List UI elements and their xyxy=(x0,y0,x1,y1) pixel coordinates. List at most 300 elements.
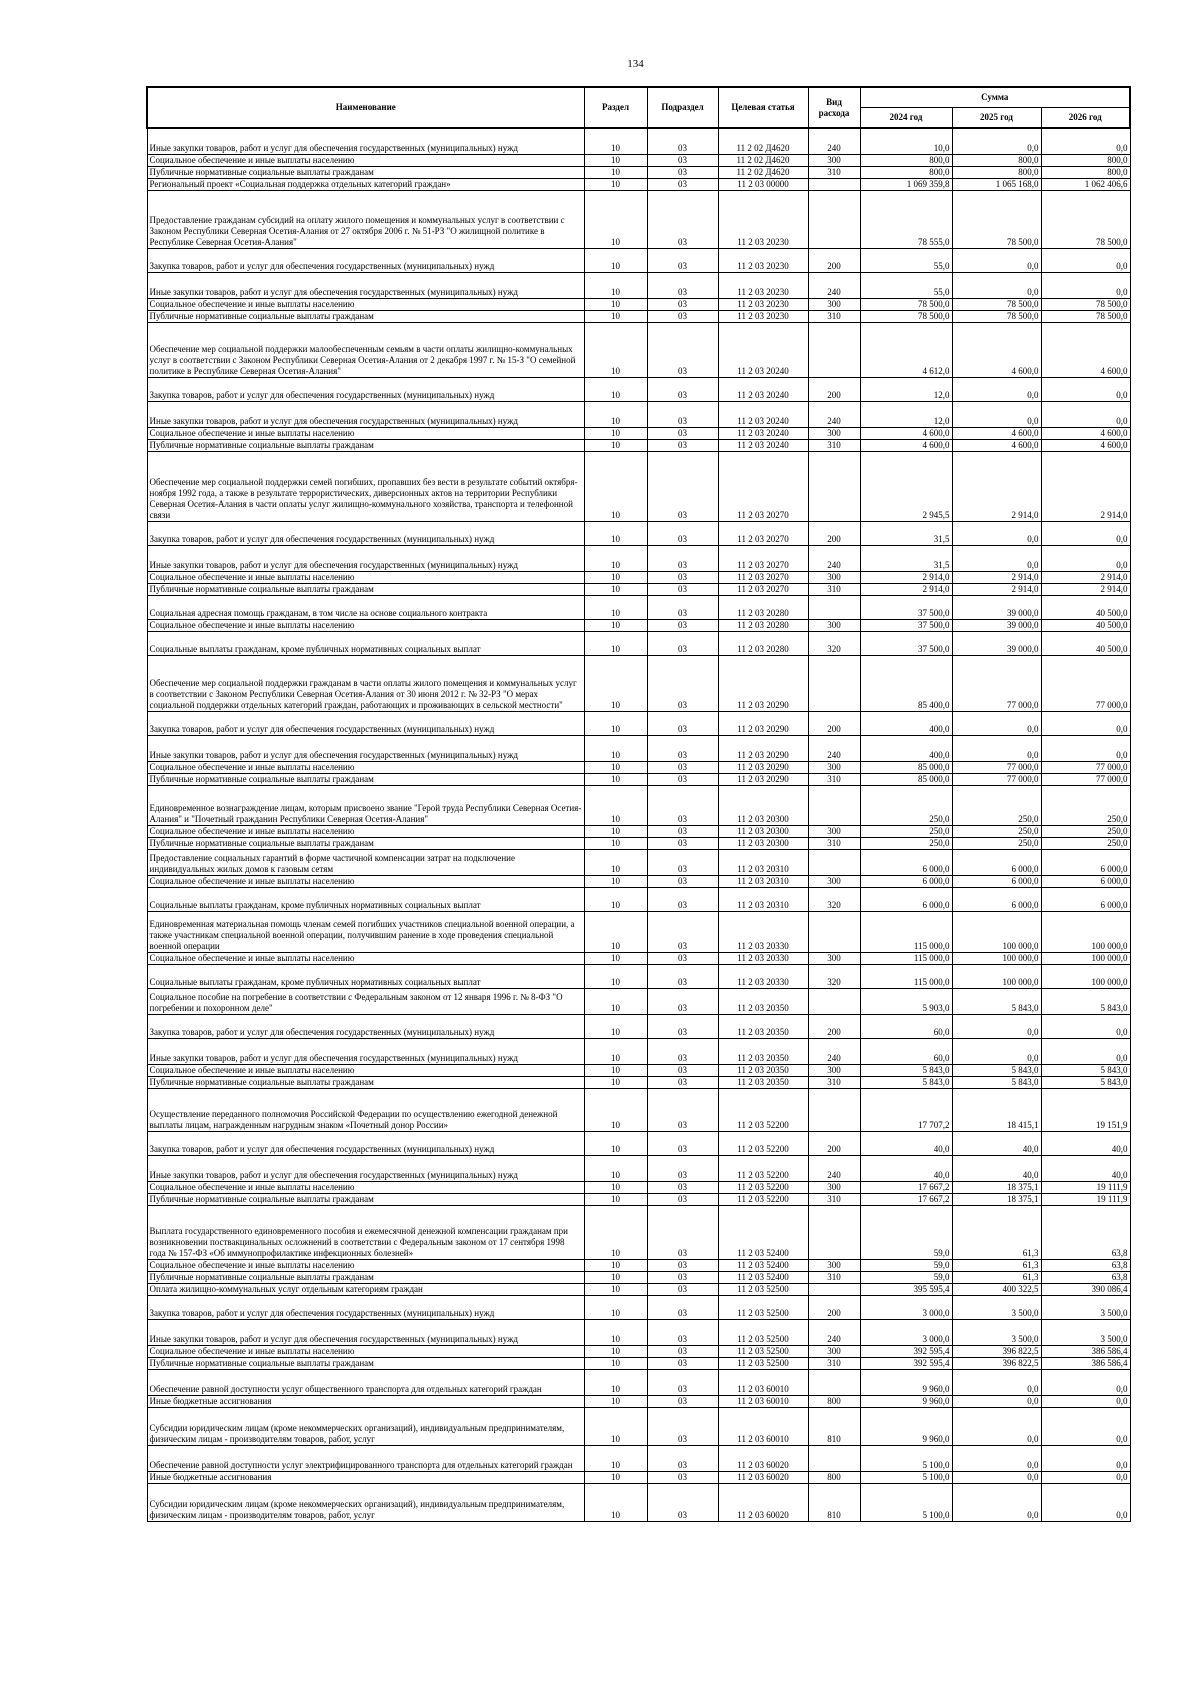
cell-target-item: 11 2 03 20230 xyxy=(718,248,808,272)
cell-sum-2025: 78 500,0 xyxy=(952,298,1041,310)
cell-sum-2024: 59,0 xyxy=(860,1205,952,1259)
cell-sum-2025: 0,0 xyxy=(952,1471,1041,1483)
cell-name: Обеспечение равной доступности услуг общественного транспорта для отдельных категорий граждан xyxy=(147,1369,584,1395)
cell-expense-type xyxy=(808,190,860,248)
cell-subsection: 03 xyxy=(647,377,718,401)
cell-subsection: 03 xyxy=(647,1181,718,1193)
cell-sum-2024: 2 945,5 xyxy=(860,451,952,521)
cell-subsection: 03 xyxy=(647,1395,718,1407)
cell-sum-2024: 12,0 xyxy=(860,377,952,401)
cell-name: Закупка товаров, работ и услуг для обеспечения государственных (муниципальных) нужд xyxy=(147,1131,584,1155)
cell-subsection: 03 xyxy=(647,1483,718,1521)
cell-sum-2026: 100 000,0 xyxy=(1041,952,1130,964)
cell-sum-2024: 800,0 xyxy=(860,166,952,178)
cell-section: 10 xyxy=(584,583,647,595)
cell-sum-2024: 400,0 xyxy=(860,735,952,761)
table-row xyxy=(147,1345,1130,1357)
cell-sum-2024: 40,0 xyxy=(860,1131,952,1155)
cell-expense-type: 300 xyxy=(808,1345,860,1357)
cell-sum-2025: 61,3 xyxy=(952,1205,1041,1259)
cell-sum-2026: 0,0 xyxy=(1041,1038,1130,1064)
cell-subsection: 03 xyxy=(647,785,718,825)
cell-expense-type: 240 xyxy=(808,1038,860,1064)
cell-name: Социальная адресная помощь гражданам, в том числе на основе социального контракта xyxy=(147,595,584,619)
cell-sum-2026: 77 000,0 xyxy=(1041,773,1130,785)
cell-target-item: 11 2 03 60010 xyxy=(718,1369,808,1395)
cell-expense-type: 800 xyxy=(808,1471,860,1483)
cell-section: 10 xyxy=(584,1369,647,1395)
cell-name: Иные закупки товаров, работ и услуг для обеспечения государственных (муниципальных) нужд xyxy=(147,128,584,154)
header-name: Наименование xyxy=(147,87,584,128)
cell-section: 10 xyxy=(584,1471,647,1483)
cell-subsection: 03 xyxy=(647,1088,718,1131)
cell-sum-2025: 396 822,5 xyxy=(952,1357,1041,1369)
table-row xyxy=(147,427,1130,439)
cell-sum-2025: 6 000,0 xyxy=(952,875,1041,887)
cell-sum-2025: 6 000,0 xyxy=(952,887,1041,911)
cell-sum-2024: 5 903,0 xyxy=(860,988,952,1014)
cell-sum-2024: 4 600,0 xyxy=(860,427,952,439)
table-row xyxy=(147,1088,1130,1131)
cell-subsection: 03 xyxy=(647,1445,718,1471)
cell-sum-2026: 19 151,9 xyxy=(1041,1088,1130,1131)
cell-subsection: 03 xyxy=(647,1345,718,1357)
cell-target-item: 11 2 03 20270 xyxy=(718,583,808,595)
cell-sum-2025: 800,0 xyxy=(952,166,1041,178)
cell-sum-2026: 0,0 xyxy=(1041,401,1130,427)
cell-name: Обеспечение равной доступности услуг электрифицированного транспорта для отдельных категорий граждан xyxy=(147,1445,584,1471)
cell-sum-2025: 0,0 xyxy=(952,401,1041,427)
cell-subsection: 03 xyxy=(647,272,718,298)
cell-expense-type: 310 xyxy=(808,837,860,849)
cell-sum-2026: 2 914,0 xyxy=(1041,583,1130,595)
cell-target-item: 11 2 03 60010 xyxy=(718,1395,808,1407)
table-row xyxy=(147,1181,1130,1193)
cell-name: Обеспечение мер социальной поддержки гражданам в части оплаты жилого помещения и коммунальных услуг в соответствии с Законом Республики Северная Осетия-Алания от 30 июня 2012 г. № 32-РЗ "О мерах социальной поддержки отдельных категорий граждан, работающих и проживающих в сельской местности" xyxy=(147,655,584,711)
cell-sum-2025: 4 600,0 xyxy=(952,427,1041,439)
cell-subsection: 03 xyxy=(647,887,718,911)
cell-name: Субсидии юридическим лицам (кроме некоммерческих организаций), индивидуальным предпринимателям, физическим лицам - производителям товаров, работ, услуг xyxy=(147,1483,584,1521)
cell-sum-2024: 9 960,0 xyxy=(860,1407,952,1445)
cell-section: 10 xyxy=(584,735,647,761)
header-year-2025: 2025 год xyxy=(952,107,1041,128)
cell-sum-2025: 77 000,0 xyxy=(952,761,1041,773)
cell-sum-2026: 4 600,0 xyxy=(1041,439,1130,451)
cell-expense-type: 310 xyxy=(808,439,860,451)
cell-subsection: 03 xyxy=(647,964,718,988)
cell-sum-2026: 386 586,4 xyxy=(1041,1357,1130,1369)
cell-section: 10 xyxy=(584,1064,647,1076)
cell-sum-2024: 60,0 xyxy=(860,1038,952,1064)
cell-target-item: 11 2 03 20240 xyxy=(718,322,808,377)
cell-sum-2026: 2 914,0 xyxy=(1041,571,1130,583)
cell-subsection: 03 xyxy=(647,1369,718,1395)
cell-expense-type xyxy=(808,178,860,190)
cell-target-item: 11 2 03 20290 xyxy=(718,655,808,711)
cell-sum-2024: 17 667,2 xyxy=(860,1193,952,1205)
cell-name: Социальное обеспечение и иные выплаты населению xyxy=(147,875,584,887)
cell-section: 10 xyxy=(584,1271,647,1283)
cell-target-item: 11 2 03 20350 xyxy=(718,1064,808,1076)
cell-target-item: 11 2 03 52500 xyxy=(718,1295,808,1319)
cell-sum-2026: 250,0 xyxy=(1041,837,1130,849)
cell-name: Закупка товаров, работ и услуг для обеспечения государственных (муниципальных) нужд xyxy=(147,377,584,401)
table-row xyxy=(147,1155,1130,1181)
cell-sum-2026: 78 500,0 xyxy=(1041,298,1130,310)
cell-target-item: 11 2 03 20300 xyxy=(718,825,808,837)
table-row xyxy=(147,1471,1130,1483)
table-row xyxy=(147,619,1130,631)
header-expense-type: Вид расхода xyxy=(808,87,860,128)
cell-expense-type: 300 xyxy=(808,571,860,583)
cell-name: Иные закупки товаров, работ и услуг для обеспечения государственных (муниципальных) нужд xyxy=(147,1319,584,1345)
cell-sum-2026: 77 000,0 xyxy=(1041,761,1130,773)
cell-sum-2024: 37 500,0 xyxy=(860,631,952,655)
cell-subsection: 03 xyxy=(647,655,718,711)
header-year-2024: 2024 год xyxy=(860,107,952,128)
cell-sum-2026: 6 000,0 xyxy=(1041,875,1130,887)
table-row xyxy=(147,1131,1130,1155)
header-sum: Сумма xyxy=(860,87,1130,107)
cell-name: Публичные нормативные социальные выплаты гражданам xyxy=(147,166,584,178)
cell-name: Иные закупки товаров, работ и услуг для обеспечения государственных (муниципальных) нужд xyxy=(147,735,584,761)
table-row xyxy=(147,154,1130,166)
cell-sum-2025: 250,0 xyxy=(952,785,1041,825)
cell-target-item: 11 2 03 20240 xyxy=(718,377,808,401)
cell-name: Предоставление социальных гарантий в форме частичной компенсации затрат на подключение индивидуальных жилых домов к газовым сетям xyxy=(147,849,584,875)
cell-sum-2026: 19 111,9 xyxy=(1041,1193,1130,1205)
cell-target-item: 11 2 03 20230 xyxy=(718,298,808,310)
cell-name: Осуществление переданного полномочия Российской Федерации по осуществлению ежегодной денежной выплаты лицам, награжденным нагрудным знаком «Почетный донор России» xyxy=(147,1088,584,1131)
cell-target-item: 11 2 03 20290 xyxy=(718,735,808,761)
cell-sum-2026: 5 843,0 xyxy=(1041,988,1130,1014)
cell-expense-type: 800 xyxy=(808,1395,860,1407)
cell-sum-2025: 0,0 xyxy=(952,128,1041,154)
cell-subsection: 03 xyxy=(647,849,718,875)
cell-sum-2024: 37 500,0 xyxy=(860,619,952,631)
cell-target-item: 11 2 03 20240 xyxy=(718,401,808,427)
table-row xyxy=(147,583,1130,595)
cell-subsection: 03 xyxy=(647,1155,718,1181)
cell-sum-2024: 1 069 359,8 xyxy=(860,178,952,190)
table-row xyxy=(147,1205,1130,1259)
cell-name: Публичные нормативные социальные выплаты гражданам xyxy=(147,773,584,785)
cell-sum-2026: 250,0 xyxy=(1041,785,1130,825)
cell-section: 10 xyxy=(584,545,647,571)
cell-sum-2025: 5 843,0 xyxy=(952,1064,1041,1076)
cell-sum-2026: 5 843,0 xyxy=(1041,1064,1130,1076)
cell-sum-2024: 31,5 xyxy=(860,521,952,545)
cell-name: Социальное обеспечение и иные выплаты населению xyxy=(147,1181,584,1193)
cell-sum-2024: 78 555,0 xyxy=(860,190,952,248)
table-row xyxy=(147,1369,1130,1395)
table-row xyxy=(147,911,1130,952)
table-row xyxy=(147,1014,1130,1038)
cell-sum-2026: 0,0 xyxy=(1041,248,1130,272)
cell-target-item: 11 2 03 20330 xyxy=(718,952,808,964)
cell-section: 10 xyxy=(584,128,647,154)
cell-sum-2024: 2 914,0 xyxy=(860,571,952,583)
cell-subsection: 03 xyxy=(647,298,718,310)
cell-sum-2025: 0,0 xyxy=(952,377,1041,401)
cell-target-item: 11 2 03 20230 xyxy=(718,190,808,248)
cell-section: 10 xyxy=(584,1038,647,1064)
cell-section: 10 xyxy=(584,427,647,439)
cell-expense-type xyxy=(808,849,860,875)
table-row xyxy=(147,310,1130,322)
cell-sum-2025: 0,0 xyxy=(952,1483,1041,1521)
cell-expense-type: 310 xyxy=(808,1076,860,1088)
cell-expense-type: 240 xyxy=(808,1319,860,1345)
cell-section: 10 xyxy=(584,887,647,911)
cell-name: Обеспечение мер социальной поддержки малообеспеченным семьям в части оплаты жилищно-коммунальных услуг в соответствии с Законом Республики Северная Осетия-Алания от 2 декабря 1997 г. № 15-З "О семейной политике в Республике Северная Осетия-Алания" xyxy=(147,322,584,377)
cell-subsection: 03 xyxy=(647,451,718,521)
cell-sum-2024: 3 000,0 xyxy=(860,1295,952,1319)
cell-sum-2024: 392 595,4 xyxy=(860,1345,952,1357)
cell-target-item: 11 2 03 20310 xyxy=(718,849,808,875)
cell-section: 10 xyxy=(584,1076,647,1088)
cell-name: Иные закупки товаров, работ и услуг для обеспечения государственных (муниципальных) нужд xyxy=(147,1155,584,1181)
cell-subsection: 03 xyxy=(647,1038,718,1064)
cell-sum-2024: 78 500,0 xyxy=(860,298,952,310)
cell-subsection: 03 xyxy=(647,1064,718,1076)
cell-sum-2026: 19 111,9 xyxy=(1041,1181,1130,1193)
cell-expense-type: 320 xyxy=(808,964,860,988)
cell-name: Публичные нормативные социальные выплаты гражданам xyxy=(147,1193,584,1205)
cell-sum-2026: 386 586,4 xyxy=(1041,1345,1130,1357)
cell-expense-type: 300 xyxy=(808,1064,860,1076)
cell-sum-2024: 85 400,0 xyxy=(860,655,952,711)
cell-target-item: 11 2 02 Д4620 xyxy=(718,166,808,178)
cell-sum-2026: 390 086,4 xyxy=(1041,1283,1130,1295)
cell-subsection: 03 xyxy=(647,401,718,427)
cell-sum-2025: 0,0 xyxy=(952,1407,1041,1445)
cell-sum-2024: 250,0 xyxy=(860,837,952,849)
cell-sum-2024: 5 843,0 xyxy=(860,1076,952,1088)
cell-sum-2026: 0,0 xyxy=(1041,1483,1130,1521)
cell-sum-2026: 800,0 xyxy=(1041,166,1130,178)
cell-sum-2025: 77 000,0 xyxy=(952,655,1041,711)
cell-subsection: 03 xyxy=(647,1193,718,1205)
table-row xyxy=(147,248,1130,272)
cell-target-item: 11 2 02 Д4620 xyxy=(718,154,808,166)
cell-subsection: 03 xyxy=(647,631,718,655)
cell-sum-2025: 2 914,0 xyxy=(952,583,1041,595)
cell-section: 10 xyxy=(584,1357,647,1369)
cell-section: 10 xyxy=(584,439,647,451)
cell-subsection: 03 xyxy=(647,1259,718,1271)
cell-sum-2025: 100 000,0 xyxy=(952,911,1041,952)
cell-name: Единовременное вознаграждение лицам, которым присвоено звание "Герой труда Республики Северная Осетия-Алания" и "Почетный гражданин Республики Северная Осетия-Алания" xyxy=(147,785,584,825)
cell-section: 10 xyxy=(584,595,647,619)
table-row xyxy=(147,1295,1130,1319)
cell-name: Публичные нормативные социальные выплаты гражданам xyxy=(147,1357,584,1369)
cell-expense-type xyxy=(808,1283,860,1295)
cell-subsection: 03 xyxy=(647,178,718,190)
cell-expense-type: 310 xyxy=(808,310,860,322)
cell-sum-2026: 800,0 xyxy=(1041,154,1130,166)
cell-name: Единовременная материальная помощь членам семей погибших участников специальной военной операции, а также участникам специальной военной операции, получившим ранение в ходе проведения специальной военной операции xyxy=(147,911,584,952)
cell-sum-2024: 250,0 xyxy=(860,785,952,825)
cell-sum-2024: 37 500,0 xyxy=(860,595,952,619)
cell-expense-type xyxy=(808,595,860,619)
cell-target-item: 11 2 03 20300 xyxy=(718,785,808,825)
cell-subsection: 03 xyxy=(647,1076,718,1088)
table-row xyxy=(147,849,1130,875)
cell-section: 10 xyxy=(584,322,647,377)
table-row xyxy=(147,377,1130,401)
cell-target-item: 11 2 03 52200 xyxy=(718,1131,808,1155)
cell-subsection: 03 xyxy=(647,1319,718,1345)
cell-sum-2026: 3 500,0 xyxy=(1041,1319,1130,1345)
table-header xyxy=(147,87,1130,128)
cell-section: 10 xyxy=(584,785,647,825)
cell-name: Предоставление гражданам субсидий на оплату жилого помещения и коммунальных услуг в соответствии с Законом Республики Северная Осетия-Алания от 27 октября 2006 г. № 51-РЗ "О жилищной политике в Республике Северная Осетия-Алания" xyxy=(147,190,584,248)
cell-expense-type xyxy=(808,911,860,952)
cell-expense-type: 240 xyxy=(808,272,860,298)
cell-expense-type: 200 xyxy=(808,1295,860,1319)
table-row xyxy=(147,988,1130,1014)
cell-target-item: 11 2 03 20280 xyxy=(718,631,808,655)
cell-target-item: 11 2 03 20270 xyxy=(718,451,808,521)
cell-sum-2025: 5 843,0 xyxy=(952,988,1041,1014)
cell-target-item: 11 2 03 20330 xyxy=(718,964,808,988)
cell-sum-2025: 18 415,1 xyxy=(952,1088,1041,1131)
cell-sum-2026: 0,0 xyxy=(1041,1445,1130,1471)
cell-expense-type: 200 xyxy=(808,1131,860,1155)
cell-target-item: 11 2 03 20350 xyxy=(718,1014,808,1038)
cell-target-item: 11 2 03 20240 xyxy=(718,439,808,451)
cell-target-item: 11 2 03 20270 xyxy=(718,545,808,571)
cell-subsection: 03 xyxy=(647,166,718,178)
cell-sum-2026: 0,0 xyxy=(1041,1407,1130,1445)
cell-name: Иные бюджетные ассигнования xyxy=(147,1395,584,1407)
cell-target-item: 11 2 03 60020 xyxy=(718,1483,808,1521)
cell-section: 10 xyxy=(584,911,647,952)
cell-subsection: 03 xyxy=(647,322,718,377)
cell-expense-type: 320 xyxy=(808,887,860,911)
cell-subsection: 03 xyxy=(647,248,718,272)
cell-target-item: 11 2 03 60010 xyxy=(718,1407,808,1445)
cell-target-item: 11 2 03 52500 xyxy=(718,1283,808,1295)
cell-name: Социальное обеспечение и иные выплаты населению xyxy=(147,571,584,583)
cell-name: Закупка товаров, работ и услуг для обеспечения государственных (муниципальных) нужд xyxy=(147,1014,584,1038)
cell-sum-2026: 0,0 xyxy=(1041,521,1130,545)
cell-expense-type xyxy=(808,451,860,521)
cell-sum-2025: 39 000,0 xyxy=(952,631,1041,655)
cell-section: 10 xyxy=(584,964,647,988)
table-row xyxy=(147,439,1130,451)
table-row xyxy=(147,1445,1130,1471)
table-row xyxy=(147,1064,1130,1076)
table-row xyxy=(147,401,1130,427)
cell-sum-2026: 0,0 xyxy=(1041,1395,1130,1407)
cell-sum-2026: 4 600,0 xyxy=(1041,322,1130,377)
cell-sum-2025: 100 000,0 xyxy=(952,952,1041,964)
cell-sum-2025: 61,3 xyxy=(952,1259,1041,1271)
cell-target-item: 11 2 03 20290 xyxy=(718,761,808,773)
cell-section: 10 xyxy=(584,1155,647,1181)
cell-name: Социальное пособие на погребение в соответствии с Федеральным законом от 12 января 1996 г. № 8-ФЗ "О погребении и похоронном деле" xyxy=(147,988,584,1014)
cell-sum-2025: 0,0 xyxy=(952,1369,1041,1395)
cell-subsection: 03 xyxy=(647,1471,718,1483)
cell-sum-2024: 400,0 xyxy=(860,711,952,735)
cell-section: 10 xyxy=(584,849,647,875)
cell-sum-2024: 5 843,0 xyxy=(860,1064,952,1076)
cell-subsection: 03 xyxy=(647,439,718,451)
cell-sum-2024: 392 595,4 xyxy=(860,1357,952,1369)
cell-sum-2026: 100 000,0 xyxy=(1041,911,1130,952)
cell-expense-type: 200 xyxy=(808,248,860,272)
cell-sum-2026: 0,0 xyxy=(1041,735,1130,761)
cell-sum-2025: 77 000,0 xyxy=(952,773,1041,785)
cell-expense-type: 300 xyxy=(808,825,860,837)
cell-target-item: 11 2 03 52200 xyxy=(718,1088,808,1131)
cell-sum-2025: 0,0 xyxy=(952,521,1041,545)
cell-sum-2026: 100 000,0 xyxy=(1041,964,1130,988)
cell-sum-2025: 3 500,0 xyxy=(952,1319,1041,1345)
table-row xyxy=(147,875,1130,887)
table-row xyxy=(147,298,1130,310)
cell-name: Публичные нормативные социальные выплаты гражданам xyxy=(147,310,584,322)
cell-sum-2025: 3 500,0 xyxy=(952,1295,1041,1319)
cell-subsection: 03 xyxy=(647,952,718,964)
cell-target-item: 11 2 03 20300 xyxy=(718,837,808,849)
cell-expense-type: 310 xyxy=(808,1193,860,1205)
cell-target-item: 11 2 03 20230 xyxy=(718,272,808,298)
cell-name: Оплата жилищно-коммунальных услуг отдельным категориям граждан xyxy=(147,1283,584,1295)
cell-subsection: 03 xyxy=(647,545,718,571)
cell-subsection: 03 xyxy=(647,875,718,887)
table-row xyxy=(147,631,1130,655)
cell-expense-type xyxy=(808,322,860,377)
cell-expense-type xyxy=(808,1088,860,1131)
cell-subsection: 03 xyxy=(647,1357,718,1369)
cell-subsection: 03 xyxy=(647,837,718,849)
cell-sum-2024: 85 000,0 xyxy=(860,761,952,773)
cell-section: 10 xyxy=(584,190,647,248)
cell-sum-2025: 0,0 xyxy=(952,545,1041,571)
cell-sum-2025: 250,0 xyxy=(952,837,1041,849)
cell-sum-2024: 6 000,0 xyxy=(860,875,952,887)
cell-name: Иные закупки товаров, работ и услуг для обеспечения государственных (муниципальных) нужд xyxy=(147,545,584,571)
cell-name: Иные закупки товаров, работ и услуг для обеспечения государственных (муниципальных) нужд xyxy=(147,272,584,298)
cell-section: 10 xyxy=(584,1014,647,1038)
cell-section: 10 xyxy=(584,1088,647,1131)
cell-name: Социальное обеспечение и иные выплаты населению xyxy=(147,1345,584,1357)
cell-name: Публичные нормативные социальные выплаты гражданам xyxy=(147,1271,584,1283)
cell-name: Социальное обеспечение и иные выплаты населению xyxy=(147,761,584,773)
cell-expense-type: 300 xyxy=(808,427,860,439)
cell-subsection: 03 xyxy=(647,1271,718,1283)
cell-section: 10 xyxy=(584,1205,647,1259)
cell-sum-2026: 40,0 xyxy=(1041,1131,1130,1155)
table-row xyxy=(147,128,1130,154)
cell-sum-2026: 0,0 xyxy=(1041,711,1130,735)
cell-name: Закупка товаров, работ и услуг для обеспечения государственных (муниципальных) нужд xyxy=(147,1295,584,1319)
table-row xyxy=(147,1038,1130,1064)
cell-sum-2026: 0,0 xyxy=(1041,377,1130,401)
cell-sum-2026: 63,8 xyxy=(1041,1205,1130,1259)
table-row xyxy=(147,1193,1130,1205)
cell-expense-type xyxy=(808,1369,860,1395)
cell-subsection: 03 xyxy=(647,711,718,735)
cell-name: Социальное обеспечение и иные выплаты населению xyxy=(147,1259,584,1271)
cell-section: 10 xyxy=(584,298,647,310)
cell-sum-2025: 0,0 xyxy=(952,1395,1041,1407)
cell-subsection: 03 xyxy=(647,1283,718,1295)
cell-expense-type: 300 xyxy=(808,952,860,964)
